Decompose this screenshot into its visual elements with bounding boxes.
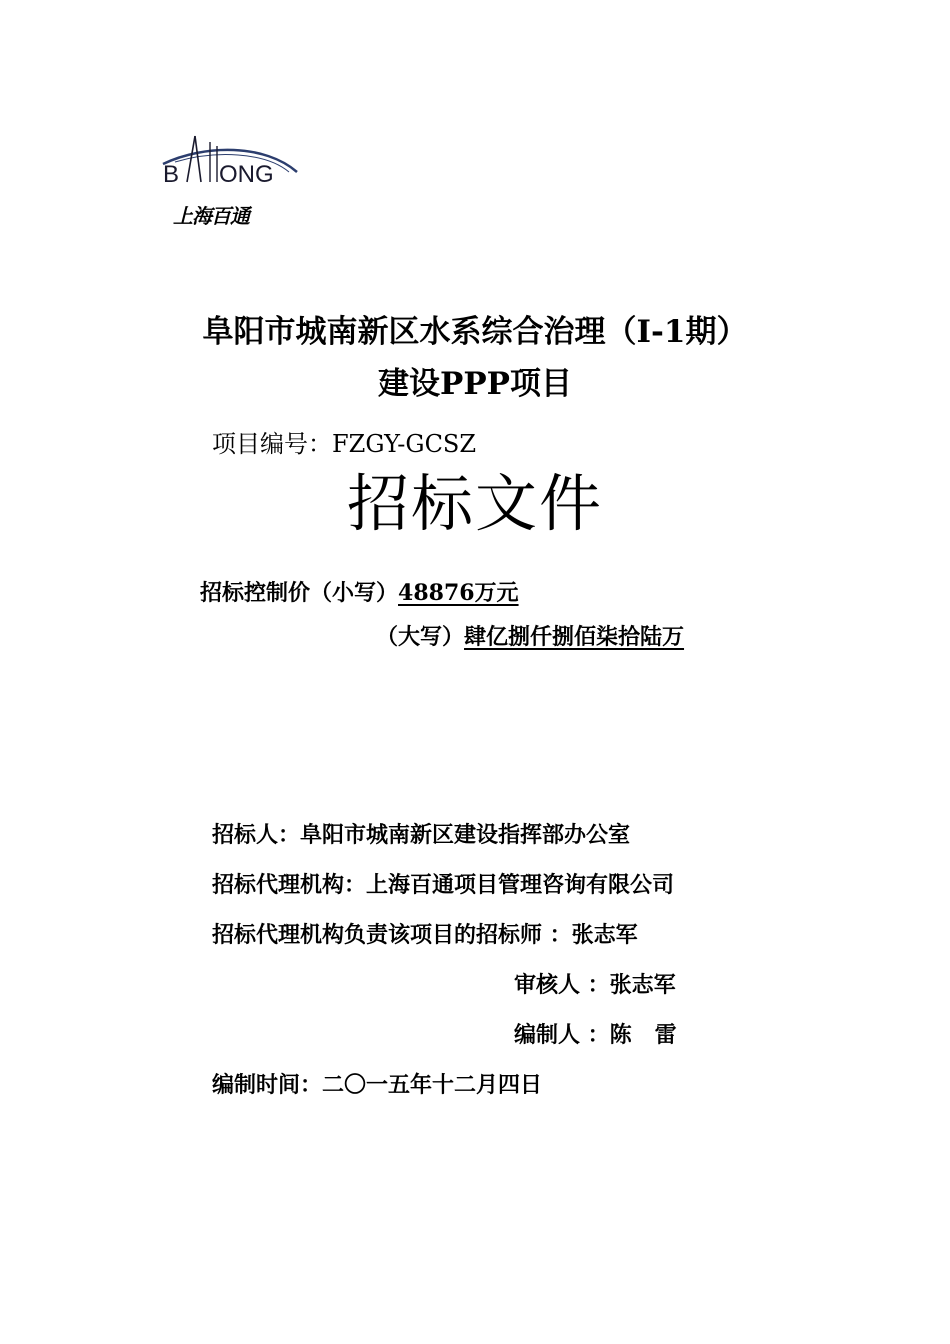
baitong-logo-graphic [155, 132, 305, 198]
document-name: 招标文件 [346, 467, 603, 540]
compile-date: 编制时间：二〇一五年十二月四日 [212, 1072, 543, 1098]
logo-chinese-text: 上海百通 [173, 204, 249, 228]
agency-info: 招标代理机构：上海百通项目管理咨询有限公司 [212, 872, 675, 898]
control-price-big-value: 肆亿捌仟捌佰柒拾陆万 [464, 624, 685, 650]
control-price-small [200, 578, 519, 608]
svg-text:B: B [163, 161, 180, 188]
control-price-small-label: 招标控制价（小写） [200, 580, 399, 606]
svg-text:ONG: ONG [219, 161, 274, 188]
project-number: 项目编号：FZGY-GCSZ [212, 430, 477, 458]
control-price-big-label: （大写） [376, 624, 465, 650]
bidding-engineer-info: 招标代理机构负责该项目的招标师 ：张志军 [212, 922, 638, 948]
tenderer-info: 招标人：阜阳市城南新区建设指挥部办公室 [212, 822, 631, 848]
control-price-big [376, 622, 684, 652]
reviewer-info: 审核人 ：张志军 [514, 972, 676, 998]
document-title-line-2: 建设PPP项目 [378, 366, 572, 402]
document-title-line-1: 阜阳市城南新区水系综合治理（Ⅰ-1期） [202, 314, 748, 350]
compiler-info: 编制人 ：陈 雷 [514, 1022, 677, 1048]
company-logo [155, 132, 305, 232]
control-price-small-value: 48876万元 [398, 580, 519, 606]
